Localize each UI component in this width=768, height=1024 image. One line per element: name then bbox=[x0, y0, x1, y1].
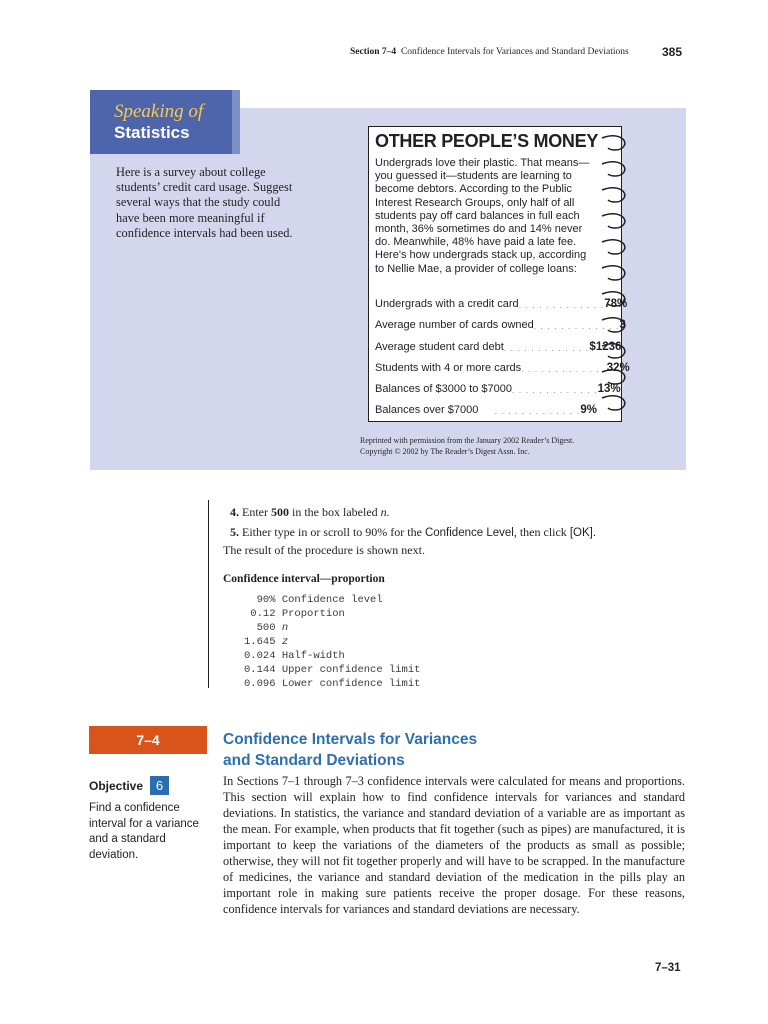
section-title-header: Confidence Intervals for Variances and Standard Deviations bbox=[400, 47, 629, 57]
stat-label: Students with 4 or more cards bbox=[375, 362, 522, 374]
section-heading-line: Confidence Intervals for Variances bbox=[223, 731, 478, 748]
margin-rule bbox=[208, 500, 209, 688]
step-4 bbox=[230, 505, 390, 520]
output-label: Lower confidence limit bbox=[281, 678, 421, 690]
statistics-title: Statistics bbox=[114, 123, 190, 142]
output-row bbox=[244, 678, 420, 690]
credit-line: Reprinted with permission from the January 2002 Reader’s Digest. bbox=[360, 436, 575, 445]
tab-shadow bbox=[232, 90, 240, 154]
output-label: Proportion bbox=[281, 608, 345, 620]
leader-dots: . . . . . . . . . . . . . bbox=[518, 301, 605, 310]
confidence-level-label: Confidence Level bbox=[424, 527, 514, 539]
ok-label: [OK]. bbox=[569, 527, 597, 539]
leader-dots: . . . . . . . . . . . . . bbox=[521, 365, 607, 374]
stat-label: Undergrads with a credit card bbox=[375, 298, 519, 310]
stat-label: Balances of $3000 to $7000 bbox=[375, 383, 513, 395]
body-paragraph: In Sections 7–1 through 7–3 confidence intervals were calculated for means and proportions. This section will explain how to find confidence intervals for variances and standard deviations. In statistics, the variance and standard deviation of a variable are as important as the mean. For example, when products that fit together (such as pipes) are manufactured, it is important to keep the variations of the diameters of the products as small as possible; otherwise, they will not fit together properly and will have to be scrapped. In the manufacture of medicines, the variance and standard deviation of the medication in the pills play an important role in making sure patients receive the proper dosage. For these reasons, confidence intervals for variances and standard deviations are necessary. bbox=[223, 774, 685, 916]
stat-value: 3 bbox=[619, 319, 626, 331]
stat-label: Average number of cards owned bbox=[375, 319, 534, 331]
footer-page-number: 7–31 bbox=[655, 962, 681, 974]
stat-row bbox=[375, 341, 622, 355]
stat-label: Average student card debt bbox=[375, 341, 504, 353]
stat-value: 32% bbox=[606, 362, 630, 374]
credit-line: Copyright © 2002 by The Reader’s Digest Assn. Inc. bbox=[360, 446, 530, 456]
output-row bbox=[244, 594, 383, 606]
section-heading-line: and Standard Deviations bbox=[223, 751, 405, 769]
stat-value: $1236 bbox=[589, 341, 622, 353]
output-label: Half-width bbox=[281, 650, 345, 662]
step-text: Enter bbox=[242, 505, 268, 519]
card-title: OTHER PEOPLE’S MONEY bbox=[375, 131, 599, 151]
objective-label: Objective bbox=[89, 779, 144, 793]
objective-number: 6 bbox=[150, 776, 169, 795]
step-number: 4. bbox=[230, 505, 239, 519]
spiral-binding-icon bbox=[598, 126, 632, 422]
output-value: 0.144 bbox=[244, 664, 276, 676]
stat-value: 9% bbox=[580, 404, 597, 416]
step-text: in the box labeled bbox=[292, 505, 378, 519]
step-text: , then click bbox=[513, 525, 567, 539]
output-row bbox=[244, 636, 288, 648]
reprint-credit bbox=[360, 436, 660, 457]
output-label: Upper confidence limit bbox=[281, 664, 421, 676]
output-value: 500 bbox=[244, 622, 276, 634]
result-text: The result of the procedure is shown next. bbox=[223, 543, 425, 557]
section-label: Section 7–4 bbox=[350, 47, 397, 57]
output-label: n bbox=[281, 622, 289, 634]
output-value: 0.024 bbox=[244, 650, 276, 662]
stat-value: 78% bbox=[604, 298, 628, 310]
output-row bbox=[244, 650, 345, 662]
stat-row bbox=[375, 319, 626, 333]
output-value: 0.12 bbox=[244, 608, 276, 620]
stat-value: 13% bbox=[597, 383, 621, 395]
stat-row bbox=[375, 298, 628, 312]
leader-dots: . . . . . . . . . . . . . bbox=[512, 386, 598, 395]
output-label: Confidence level bbox=[281, 594, 383, 606]
step-variable: n. bbox=[380, 505, 390, 519]
output-row bbox=[244, 622, 288, 634]
speaking-of-script: Speaking of bbox=[114, 101, 204, 122]
output-value: 90% bbox=[244, 594, 276, 606]
leader-dots: . . . . . . . . . . . . . bbox=[533, 322, 620, 331]
leader-dots: . . . . . . . . . . . . . bbox=[494, 407, 581, 416]
ci-heading: Confidence interval—proportion bbox=[223, 573, 385, 585]
page-number: 385 bbox=[662, 45, 683, 59]
leader-dots: . . . . . . . . . . . . . bbox=[503, 344, 590, 353]
running-header bbox=[350, 47, 629, 57]
step-number: 5. bbox=[230, 525, 239, 539]
stat-row bbox=[375, 404, 597, 418]
output-label: z bbox=[281, 636, 289, 648]
section-heading bbox=[223, 730, 583, 771]
stat-row bbox=[375, 383, 621, 397]
step-value: 500 bbox=[271, 505, 289, 519]
step-5 bbox=[230, 525, 596, 540]
stat-label: Balances over $7000 bbox=[375, 404, 479, 416]
card-text: Undergrads love their plastic. That means—you guessed it—students are learning to become debtors. According to the Public Interest Research Groups, only half of all students pay off card balances in full each month, 36% sometimes do and 14% never do. Meanwhile, 48% have paid a late fee. Here's how undergrads stack up, according to Nellie Mae, a provider of college loans: bbox=[375, 157, 590, 275]
output-value: 1.645 bbox=[244, 636, 276, 648]
objective-text: Find a confidence interval for a variance and a standard deviation. bbox=[89, 802, 199, 861]
section-number-badge: 7–4 bbox=[89, 726, 207, 754]
output-value: 0.096 bbox=[244, 678, 276, 690]
output-row bbox=[244, 608, 345, 620]
stat-row bbox=[375, 362, 630, 376]
speaking-text: Here is a survey about college students’ credit card usage. Suggest several ways that the study could have been more meaningful if confidence intervals had been used. bbox=[116, 165, 293, 240]
output-row bbox=[244, 664, 420, 676]
step-text: Either type in or scroll to 90% for the bbox=[242, 525, 422, 539]
